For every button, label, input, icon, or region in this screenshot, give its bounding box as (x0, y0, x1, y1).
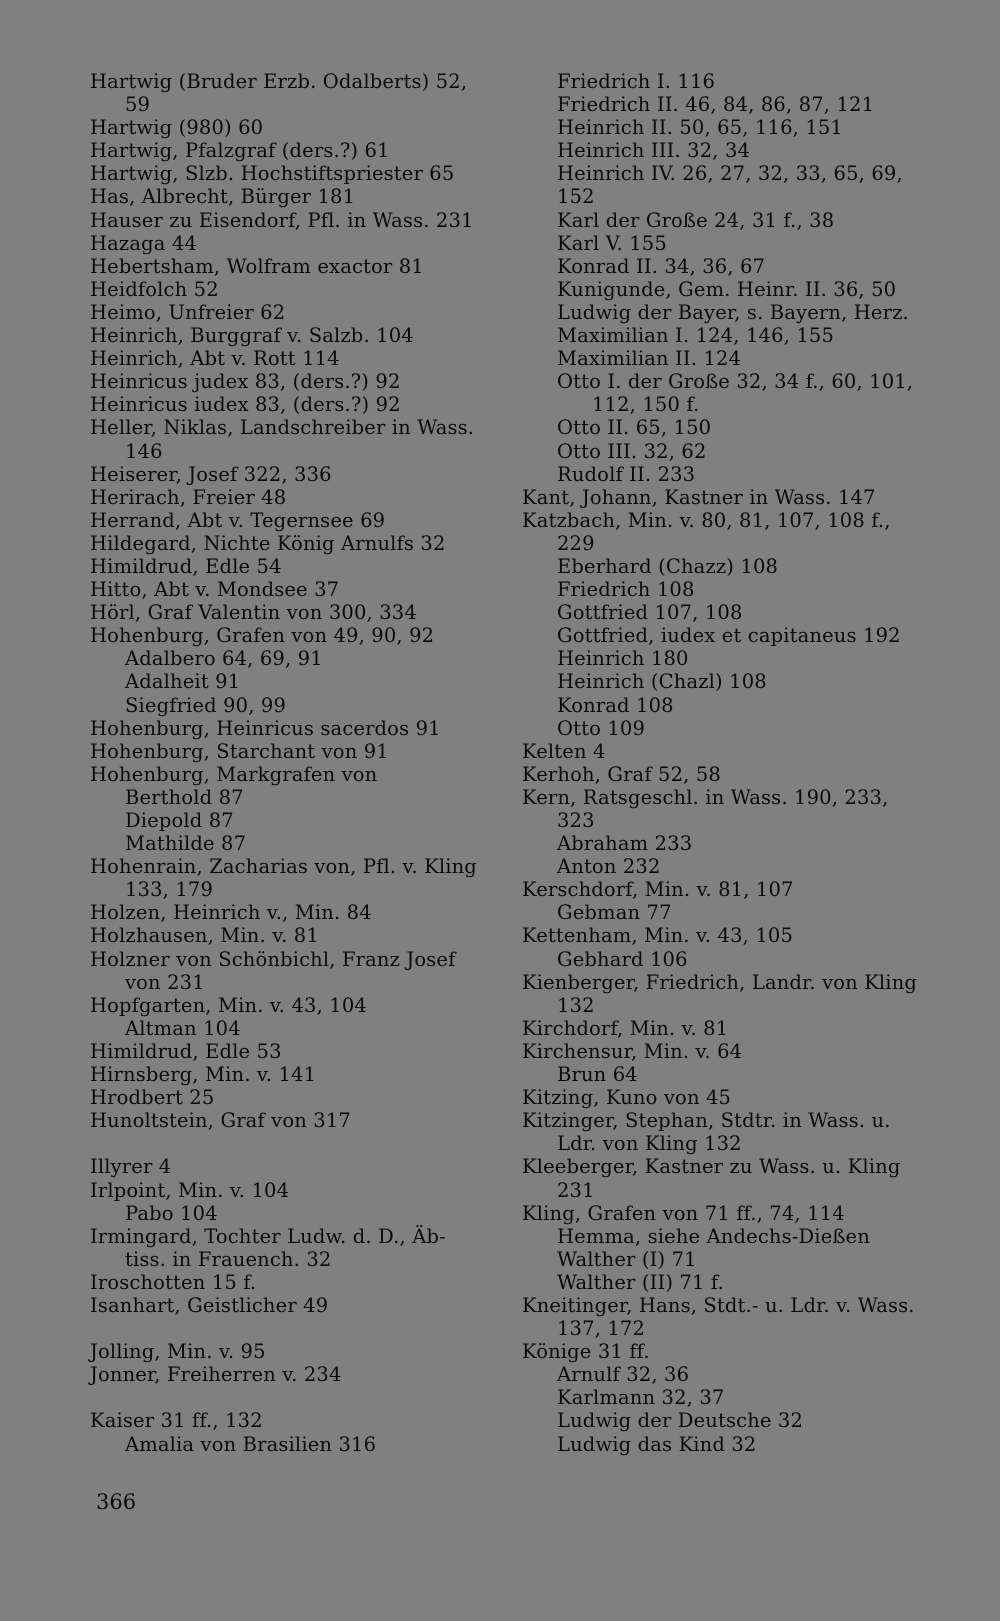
index-subentry: Maximilian I. 124, 146, 155 (557, 324, 835, 348)
index-entry: Hirnsberg, Min. v. 141 (90, 1063, 317, 1087)
index-entry: Hohenrain, Zacharias von, Pfl. v. Kling (90, 855, 477, 879)
index-entry: Heinrich, Burggraf v. Salzb. 104 (90, 324, 414, 348)
index-subentry: 323 (557, 809, 595, 832)
index-subentry: Konrad II. 34, 36, 67 (557, 254, 766, 278)
index-subentry: 132 (557, 993, 595, 1017)
index-subentry: Rudolf II. 233 (557, 462, 696, 486)
index-subentry: Ludwig der Bayer, s. Bayern, Herz. (557, 300, 909, 324)
index-subentry: 137, 172 (557, 1317, 646, 1341)
index-subentry: Heinrich IV. 26, 27, 32, 33, 65, 69, (557, 162, 903, 186)
index-entry: Hebertsham, Wolfram exactor 81 (90, 254, 424, 278)
index-entry: Heiserer, Josef 322, 336 (90, 462, 332, 486)
index-entry: Holzen, Heinrich v., Min. 84 (90, 901, 372, 925)
index-column-left (90, 70, 485, 1456)
index-entry: Has, Albrecht, Bürger 181 (90, 185, 356, 209)
index-entry: Hartwig (Bruder Erzb. Odalberts) 52, (90, 70, 468, 93)
index-entry: Iroschotten 15 f. (90, 1270, 257, 1294)
index-subentry: Gebhard 106 (557, 947, 688, 971)
index-subentry: Maximilian II. 124 (557, 347, 742, 371)
index-subentry: Adalheit 91 (125, 670, 241, 694)
index-subentry: Otto III. 32, 62 (557, 439, 707, 463)
index-entry: Himildrud, Edle 53 (90, 1039, 282, 1063)
index-entry: Könige 31 ff. (522, 1340, 650, 1364)
index-entry: Heimo, Unfreier 62 (90, 300, 286, 324)
index-subentry: 229 (557, 531, 595, 555)
index-entry: Hazaga 44 (90, 231, 198, 255)
index-subentry: Friedrich II. 46, 84, 86, 87, 121 (557, 93, 875, 117)
index-subentry: 133, 179 (125, 878, 214, 902)
index-subentry: Heinrich III. 32, 34 (557, 139, 751, 163)
index-subentry: Otto II. 65, 150 (557, 416, 712, 440)
index-subentry: Gebman 77 (557, 901, 672, 925)
index-subentry: von 231 (125, 970, 205, 994)
index-entry: Kerhoh, Graf 52, 58 (522, 762, 721, 786)
index-subentry: 112, 150 f. (592, 393, 700, 417)
index-subentry: Diepold 87 (125, 809, 234, 832)
index-entry: Heinricus iudex 83, (ders.?) 92 (90, 393, 401, 417)
index-subentry: Adalbero 64, 69, 91 (125, 647, 323, 671)
index-entry: Kirchensur, Min. v. 64 (522, 1039, 743, 1063)
index-subentry: Otto 109 (557, 716, 646, 740)
index-subentry: 146 (125, 439, 163, 463)
index-subentry: Karl V. 155 (557, 231, 667, 255)
page-number: 366 (96, 1490, 137, 1514)
index-entry: Jonner, Freiherren v. 234 (90, 1363, 342, 1387)
index-entry: Kling, Grafen von 71 ff., 74, 114 (522, 1201, 845, 1225)
index-entry: Himildrud, Edle 54 (90, 554, 282, 578)
index-entry: Heinricus judex 83, (ders.?) 92 (90, 370, 401, 394)
index-entry: Hartwig (980) 60 (90, 116, 264, 140)
index-subentry: Friedrich I. 116 (557, 70, 716, 93)
index-subentry: Anton 232 (557, 855, 661, 879)
index-entry: Herirach, Freier 48 (90, 485, 287, 509)
index-entry: Herrand, Abt v. Tegernsee 69 (90, 508, 386, 532)
index-entry: Hildegard, Nichte König Arnulfs 32 (90, 531, 446, 555)
index-subentry: Ludwig der Deutsche 32 (557, 1409, 804, 1433)
index-entry: Hartwig, Pfalzgraf (ders.?) 61 (90, 139, 390, 163)
index-entry: Hitto, Abt v. Mondsee 37 (90, 578, 340, 602)
index-column-right (522, 70, 917, 1456)
index-entry: Hohenburg, Markgrafen von (90, 762, 378, 786)
index-subentry: Ldr. von Kling 132 (557, 1132, 742, 1156)
index-entry: Hohenburg, Starchant von 91 (90, 739, 389, 763)
index-entry: Hörl, Graf Valentin von 300, 334 (90, 601, 417, 625)
index-subentry: Heinrich (Chazl) 108 (557, 670, 767, 694)
index-subentry: 231 (557, 1178, 595, 1202)
index-entry: Kerschdorf, Min. v. 81, 107 (522, 878, 794, 902)
index-subentry: Karlmann 32, 37 (557, 1386, 725, 1410)
index-subentry: Heinrich II. 50, 65, 116, 151 (557, 116, 843, 140)
index-subentry: Pabo 104 (125, 1201, 218, 1225)
index-subentry: Kunigunde, Gem. Heinr. II. 36, 50 (557, 277, 897, 301)
index-subentry: Altman 104 (125, 1016, 241, 1040)
index-entry: Hopfgarten, Min. v. 43, 104 (90, 993, 367, 1017)
index-subentry: Brun 64 (557, 1063, 638, 1087)
index-entry: Irlpoint, Min. v. 104 (90, 1178, 290, 1202)
index-subentry: Gottfried, iudex et capitaneus 192 (557, 624, 901, 648)
index-entry: Hauser zu Eisendorf, Pfl. in Wass. 231 (90, 208, 474, 232)
index-entry: Kelten 4 (522, 739, 606, 763)
index-entry: Holzner von Schönbichl, Franz Josef (90, 947, 456, 971)
index-subentry: 59 (125, 93, 151, 117)
index-subentry: 152 (557, 185, 595, 209)
section-gap (90, 1317, 485, 1340)
index-subentry: Otto I. der Große 32, 34 f., 60, 101, (557, 370, 914, 394)
index-entry: Kleeberger, Kastner zu Wass. u. Kling (522, 1155, 901, 1179)
index-subentry: Gottfried 107, 108 (557, 601, 743, 625)
index-subentry: Abraham 233 (557, 832, 693, 856)
index-entry: Kettenham, Min. v. 43, 105 (522, 924, 794, 948)
index-entry: Heinrich, Abt v. Rott 114 (90, 347, 340, 371)
index-entry: Irmingard, Tochter Ludw. d. D., Äb- (90, 1224, 446, 1248)
index-entry: Kienberger, Friedrich, Landr. von Kling (522, 970, 918, 994)
index-entry: Kaiser 31 ff., 132 (90, 1409, 263, 1433)
index-entry: Hunoltstein, Graf von 317 (90, 1109, 351, 1133)
index-entry: Kant, Johann, Kastner in Wass. 147 (522, 485, 876, 509)
index-entry: Heller, Niklas, Landschreiber in Wass. (90, 416, 475, 440)
index-entry: Jolling, Min. v. 95 (90, 1340, 266, 1364)
index-entry: Isanhart, Geistlicher 49 (90, 1293, 329, 1317)
index-subentry: Berthold 87 (125, 785, 244, 809)
index-entry: Hartwig, Slzb. Hochstiftspriester 65 (90, 162, 455, 186)
index-subentry: Eberhard (Chazz) 108 (557, 554, 779, 578)
index-entry: Kitzinger, Stephan, Stdtr. in Wass. u. (522, 1109, 891, 1133)
index-subentry: Ludwig das Kind 32 (557, 1432, 757, 1456)
index-entry: Holzhausen, Min. v. 81 (90, 924, 319, 948)
index-entry: Kirchdorf, Min. v. 81 (522, 1016, 729, 1040)
section-gap (90, 1132, 485, 1155)
index-subentry: Friedrich 108 (557, 578, 695, 602)
index-entry: Hohenburg, Grafen von 49, 90, 92 (90, 624, 435, 648)
index-subentry: Mathilde 87 (125, 832, 247, 856)
index-entry: Kern, Ratsgeschl. in Wass. 190, 233, (522, 785, 889, 809)
index-subentry: Arnulf 32, 36 (557, 1363, 690, 1387)
index-subentry: Walther (I) 71 (557, 1247, 697, 1271)
index-entry: Illyrer 4 (90, 1155, 172, 1179)
index-entry: Kitzing, Kuno von 45 (522, 1086, 732, 1110)
index-subentry: Karl der Große 24, 31 f., 38 (557, 208, 835, 232)
index-entry: Katzbach, Min. v. 80, 81, 107, 108 f., (522, 508, 891, 532)
index-entry: Hohenburg, Heinricus sacerdos 91 (90, 716, 441, 740)
index-subentry: Siegfried 90, 99 (125, 693, 287, 717)
index-entry: Kneitinger, Hans, Stdt.- u. Ldr. v. Wass. (522, 1293, 915, 1317)
index-subentry: tiss. in Frauench. 32 (125, 1247, 332, 1271)
index-entry: Heidfolch 52 (90, 277, 219, 301)
section-gap (90, 1386, 485, 1409)
index-subentry: Konrad 108 (557, 693, 674, 717)
index-subentry: Hemma, siehe Andechs-Dießen (557, 1224, 870, 1248)
index-subentry: Amalia von Brasilien 316 (125, 1432, 377, 1456)
index-entry: Hrodbert 25 (90, 1086, 215, 1110)
index-subentry: Walther (II) 71 f. (557, 1270, 724, 1294)
index-subentry: Heinrich 180 (557, 647, 689, 671)
